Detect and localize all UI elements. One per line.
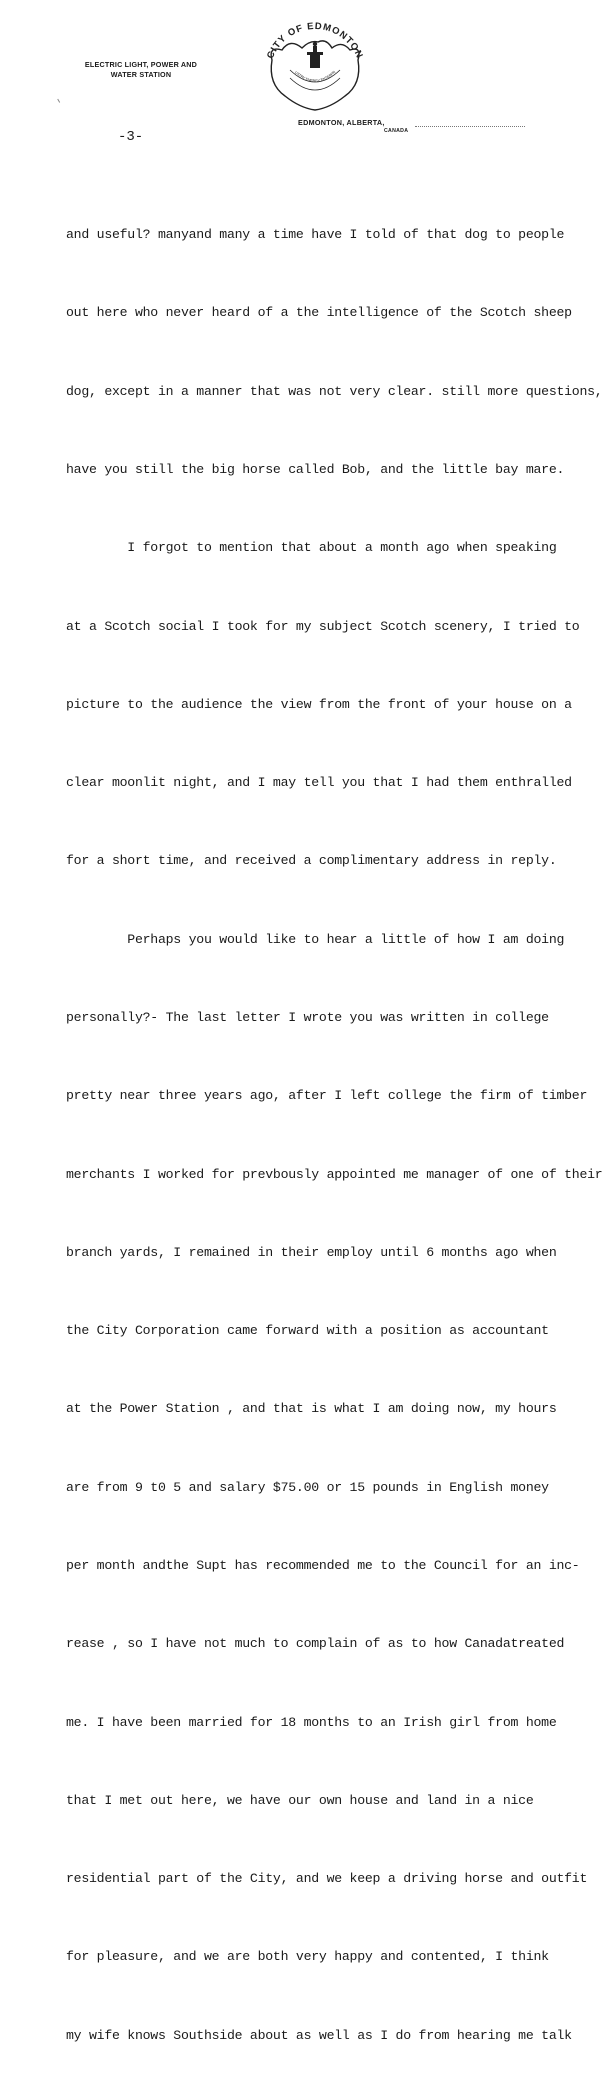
text-line: for a short time, and received a complimentary address in reply.: [66, 853, 557, 869]
svg-text:INDUSTRY ENERGY ENTERPRISE: [250, 12, 337, 83]
letter-body: [66, 170, 606, 2075]
text-line: picture to the audience the view from the front of your house on a: [66, 696, 572, 712]
text-line: pretty near three years ago, after I left college the firm of timber: [66, 1088, 588, 1104]
text-line: me. I have been married for 18 months to an Irish girl from home: [66, 1714, 557, 1730]
text-line: have you still the big horse called Bob, and the little bay mare.: [66, 462, 565, 478]
text-line: personally?- The last letter I wrote you was written in college: [66, 1010, 549, 1025]
text-line: out here who never heard of a the intelligence of the Scotch sheep: [66, 305, 572, 321]
text-line: that I met out here, we have our own house and land in a nice: [66, 1792, 534, 1808]
seal-emblem: [307, 42, 323, 68]
text-line: merchants I worked for prevbously appointed me manager of one of their: [66, 1166, 603, 1182]
text-line: rease , so I have not much to complain of as to how Canadatreated: [66, 1636, 565, 1652]
seal-ribbon-text: USTRY ENERGY ENTERPR: [293, 70, 337, 84]
text-line: and useful? manyand many a time have I told of that dog to people: [66, 227, 565, 243]
text-line: dog, except in a manner that was not very clear. still more questions,: [66, 383, 603, 399]
text-line: at a Scotch social I took for my subject Scotch scenery, I tried to: [66, 618, 580, 634]
text-line: at the Power Station , and that is what I am doing now, my hours: [66, 1401, 557, 1417]
city-seal: [250, 12, 380, 112]
date-underline: [415, 126, 525, 127]
page-number: -3-: [118, 129, 144, 145]
text-line: per month andthe Supt has recommended me to the Council for an inc-: [66, 1557, 580, 1573]
stray-mark: [57, 97, 62, 102]
text-line: clear moonlit night, and I may tell you that I had them enthralled: [66, 775, 572, 791]
text-line: I forgot to mention that about a month ago when speaking: [66, 540, 557, 556]
text-line: branch yards, I remained in their employ until 6 months ago when: [66, 1244, 557, 1260]
department-heading: [66, 60, 216, 80]
department-line-2: WATER STATION: [110, 70, 172, 79]
text-line: the City Corporation came forward with a position as accountant: [66, 1323, 549, 1339]
place-line: EDMONTON, ALBERTA,: [298, 118, 385, 127]
text-line: Perhaps you would like to hear a little of how I am doing: [66, 931, 565, 947]
country-label: CANADA: [384, 128, 409, 134]
text-line: residential part of the City, and we keep a driving horse and outfit: [66, 1871, 588, 1887]
text-line: my wife knows Southside about as well as I do from hearing me talk: [66, 2027, 572, 2043]
seal-arc-text: CITY OF EDMONTON: [264, 20, 366, 61]
department-line-1: ELECTRIC LIGHT, POWER AND: [84, 60, 198, 69]
text-line: are from 9 t0 5 and salary $75.00 or 15 pounds in English money: [66, 1479, 549, 1495]
text-line: for pleasure, and we are both very happy and contented, I think: [66, 1949, 549, 1965]
